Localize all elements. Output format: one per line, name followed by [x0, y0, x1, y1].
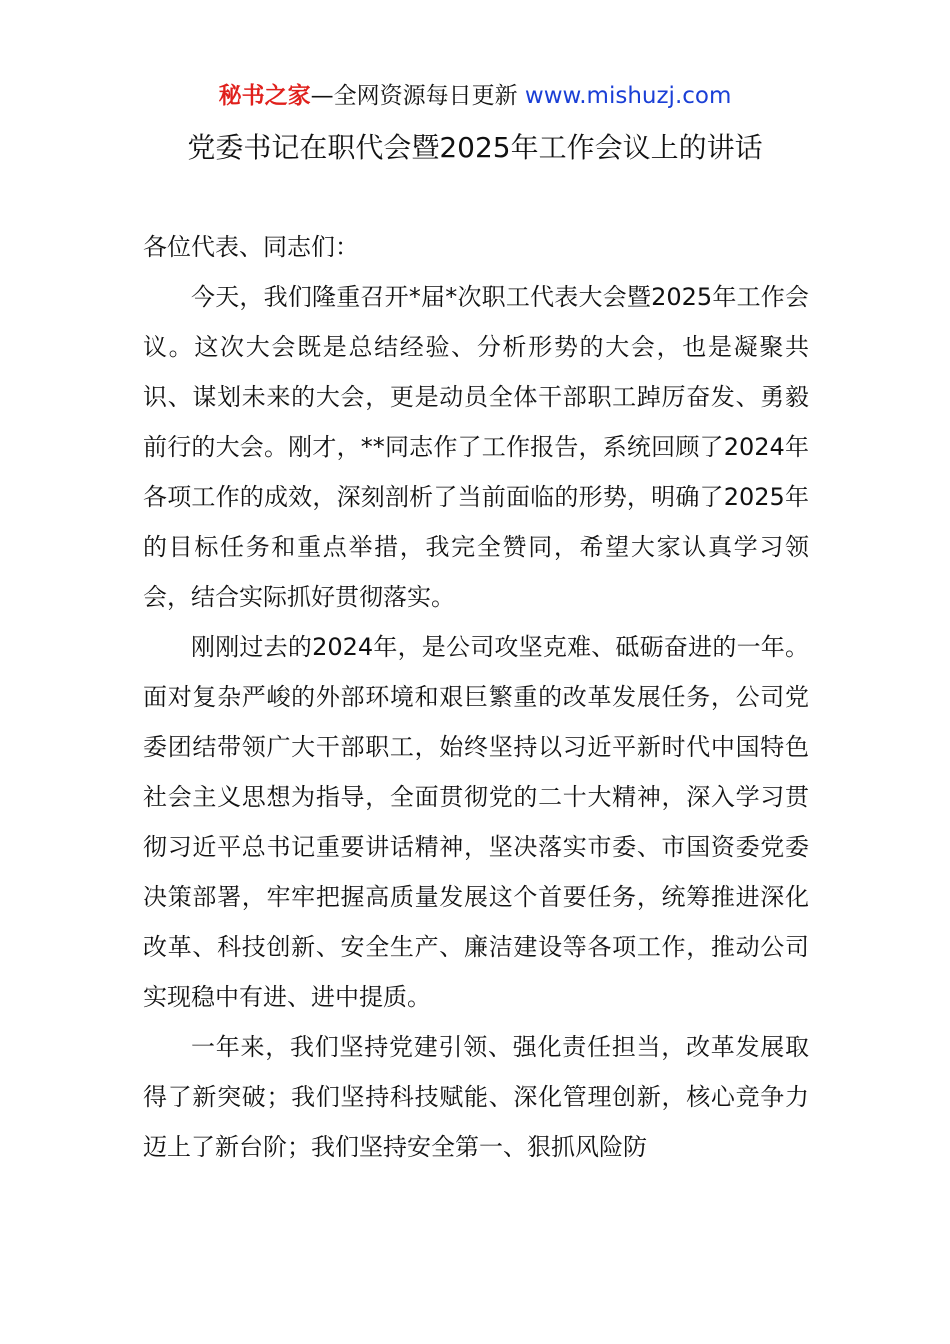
document-body — [143, 222, 809, 1172]
paragraph-3: 一年来，我们坚持党建引领、强化责任担当，改革发展取得了新突破；我们坚持科技赋能、深化管理创新，核心竞争力迈上了新台阶；我们坚持安全第一、狠抓风险防 — [143, 1033, 809, 1161]
salutation: 各位代表、同志们： — [143, 233, 359, 261]
paragraph-1: 今天，我们隆重召开*届*次职工代表大会暨2025年工作会议。这次大会既是总结经验、分析形势的大会，也是凝聚共识、谋划未来的大会，更是动员全体干部职工踔厉奋发、勇毅前行的大会。刚才，**同志作了工作报告，系统回顾了2024年各项工作的成效，深刻剖析了当前面临的形势，明确了2025年的目标任务和重点举措，我完全赞同，希望大家认真学习领会，结合实际抓好贯彻落实。 — [143, 283, 809, 611]
site-header — [0, 80, 950, 112]
site-url-link[interactable]: www.mishuzj.com — [524, 83, 732, 109]
site-brand: 秘书之家 — [218, 83, 311, 109]
paragraph-2: 刚刚过去的2024年，是公司攻坚克难、砥砺奋进的一年。面对复杂严峻的外部环境和艰巨繁重的改革发展任务，公司党委团结带领广大干部职工，始终坚持以习近平新时代中国特色社会主义思想为指导，全面贯彻党的二十大精神，深入学习贯彻习近平总书记重要讲话精神，坚决落实市委、市国资委党委决策部署，牢牢把握高质量发展这个首要任务，统筹推进深化改革、科技创新、安全生产、廉洁建设等各项工作，推动公司实现稳中有进、进中提质。 — [143, 633, 809, 1011]
site-tagline: —全网资源每日更新 — [310, 83, 525, 109]
document-title: 党委书记在职代会暨2025年工作会议上的讲话 — [187, 131, 763, 164]
